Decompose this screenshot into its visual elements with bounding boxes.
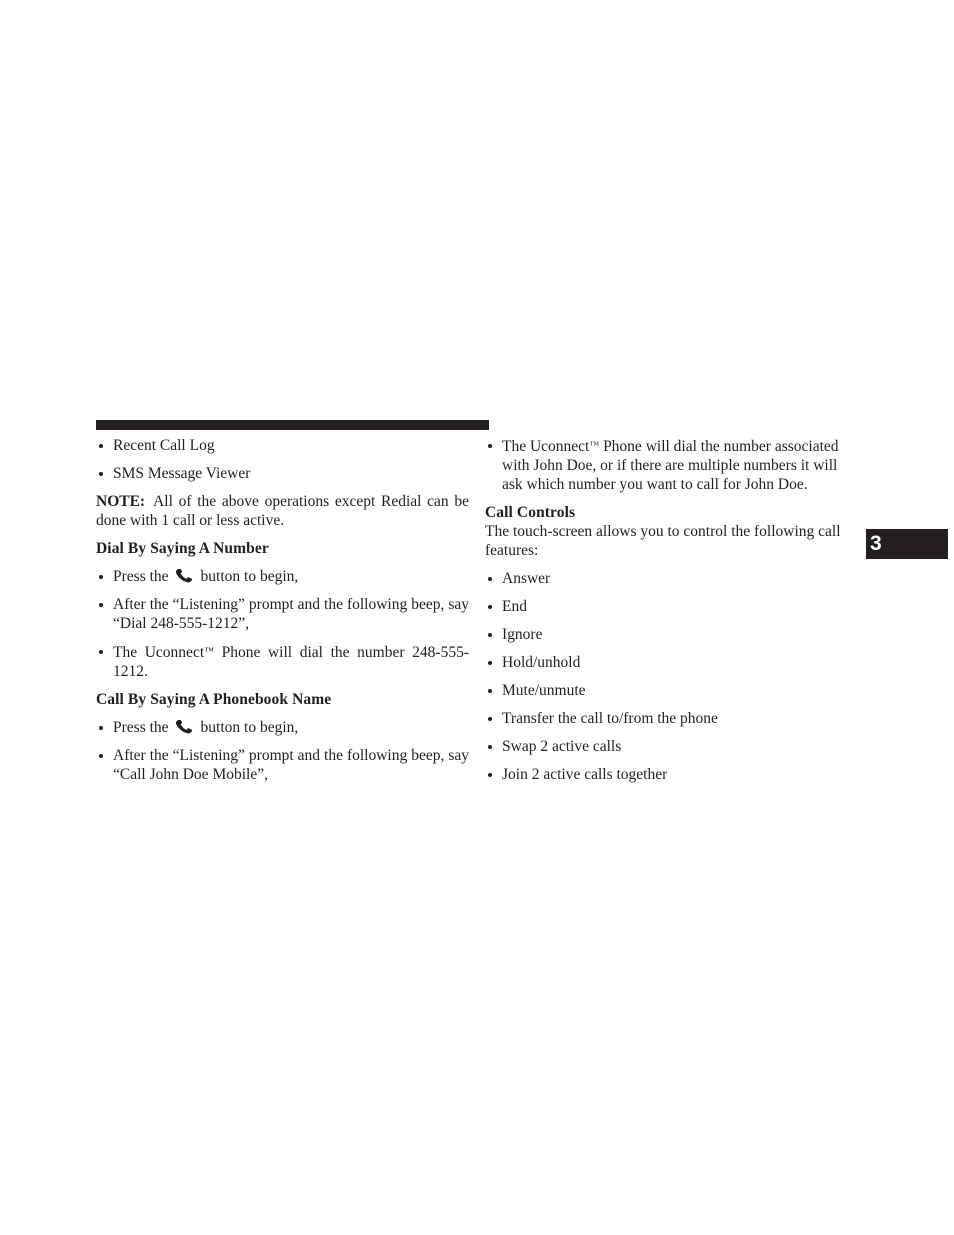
list-item: [485, 597, 858, 616]
list-item-text: The Uconnect: [113, 644, 205, 661]
list-item: [485, 709, 858, 728]
list-item: [96, 436, 469, 455]
note-paragraph: [96, 492, 469, 530]
list-item-text: Recent Call Log: [113, 437, 215, 454]
list-item: [96, 595, 469, 633]
list-item-text: Phone will dial the number associated with John Doe, or if there are multiple numbers it will ask which number you want to call for John Doe.: [502, 438, 839, 493]
list-item: [96, 567, 469, 586]
section-top-rule: [96, 420, 489, 430]
note-label: NOTE:: [96, 493, 146, 510]
feature-hold-unhold: Hold/unhold: [502, 654, 581, 671]
feature-ignore: Ignore: [502, 626, 543, 643]
heading-call-by-name: Call By Saying A Phonebook Name: [96, 691, 332, 708]
feature-answer: Answer: [502, 570, 551, 587]
list-item-text: Press the: [113, 719, 169, 736]
list-item: [96, 718, 469, 737]
list-item: [485, 436, 858, 494]
feature-join: Join 2 active calls together: [502, 766, 668, 783]
trademark-symbol: ™: [204, 646, 214, 657]
list-item-text: After the “Listening” prompt and the following beep, say “Dial 248-555-1212”,: [113, 596, 469, 632]
list-item: [485, 765, 858, 784]
list-item-text: button to begin,: [200, 719, 299, 736]
list-item: [485, 681, 858, 700]
right-column: [485, 436, 858, 793]
heading-call-controls: Call Controls: [485, 504, 576, 521]
list-item: [485, 625, 858, 644]
phone-icon: [175, 569, 195, 583]
list-item: [485, 653, 858, 672]
list-item: [485, 569, 858, 588]
left-column: [96, 436, 469, 793]
list-item: [96, 746, 469, 784]
feature-mute-unmute: Mute/unmute: [502, 682, 586, 699]
list-item: [96, 642, 469, 681]
list-item-text: Phone will dial the number 248-555-1212.: [113, 644, 469, 680]
chapter-number: 3: [870, 532, 882, 555]
feature-end: End: [502, 598, 527, 615]
call-controls-intro: The touch-screen allows you to control the following call features:: [485, 523, 841, 559]
list-item-text: button to begin,: [200, 568, 299, 585]
phone-icon: [175, 720, 195, 734]
list-item-text: The Uconnect: [502, 438, 590, 455]
feature-transfer: Transfer the call to/from the phone: [502, 710, 718, 727]
note-text: All of the above operations except Redial can be done with 1 call or less active.: [96, 493, 469, 529]
list-item-text: After the “Listening” prompt and the following beep, say “Call John Doe Mobile”,: [113, 747, 469, 783]
list-item-text: Press the: [113, 568, 169, 585]
list-item: [485, 737, 858, 756]
feature-swap: Swap 2 active calls: [502, 738, 622, 755]
trademark-symbol: ™: [589, 440, 600, 451]
chapter-tab: [866, 529, 948, 559]
list-item-text: SMS Message Viewer: [113, 465, 251, 482]
list-item: [96, 464, 469, 483]
heading-dial-by-number: Dial By Saying A Number: [96, 540, 269, 557]
